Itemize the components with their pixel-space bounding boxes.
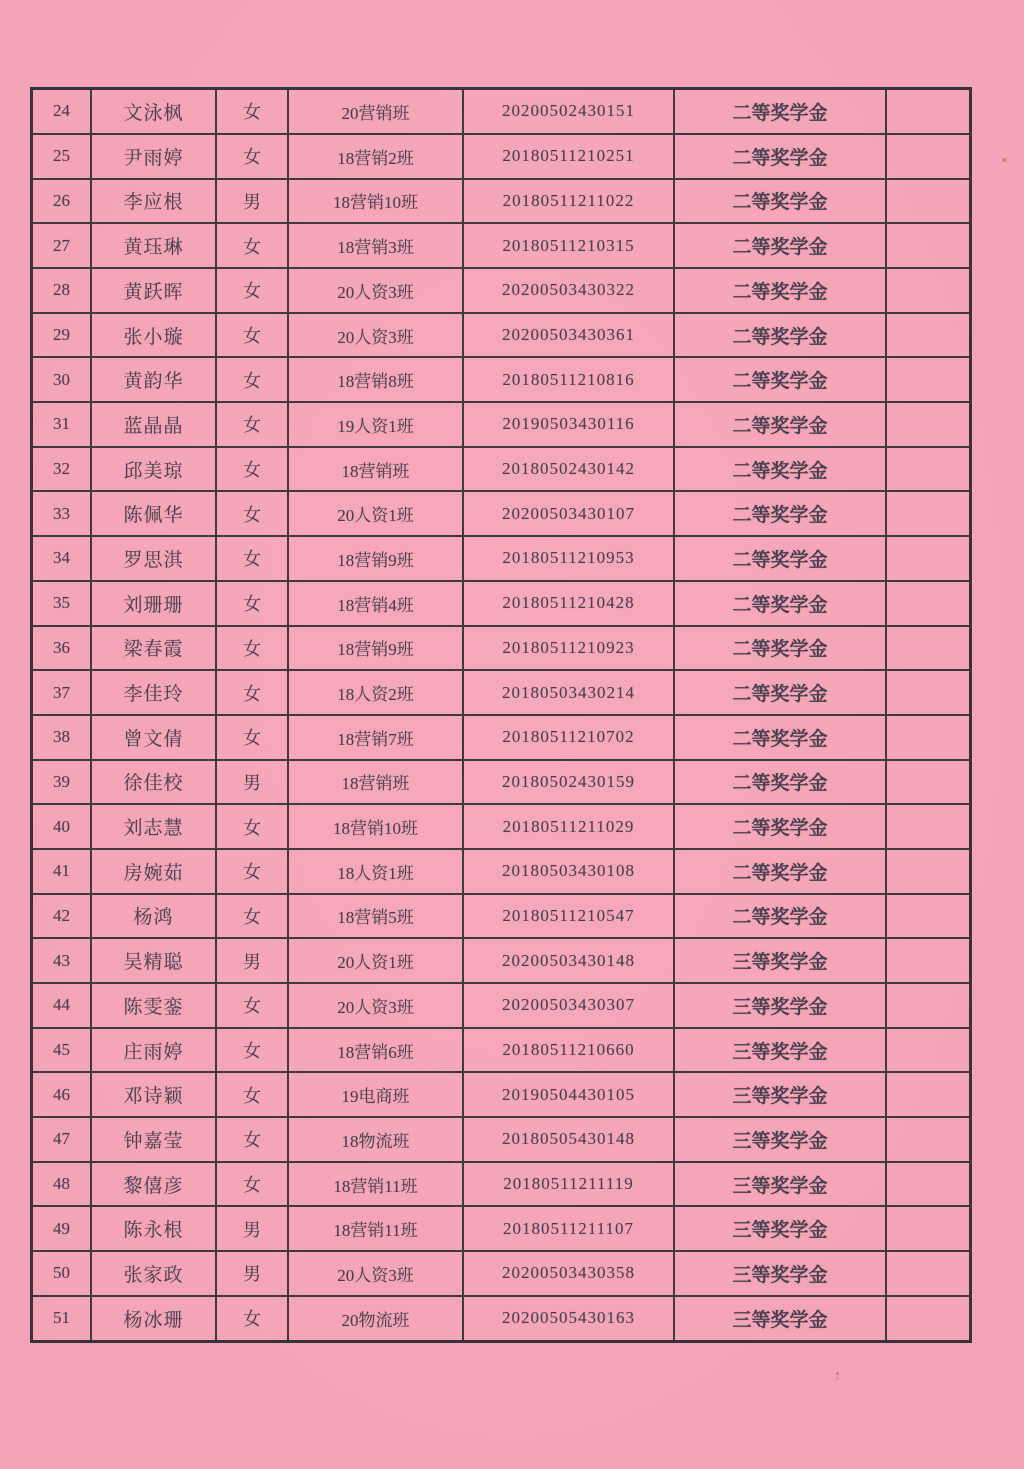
cell-award: 二等奖学金 (674, 268, 886, 313)
cell-name: 钟嘉莹 (91, 1117, 216, 1162)
cell-gender: 女 (216, 849, 288, 894)
cell-gender: 男 (216, 179, 288, 224)
cell-award: 二等奖学金 (674, 626, 886, 671)
cell-name: 张家政 (91, 1251, 216, 1296)
cell-note (886, 670, 971, 715)
cell-note (886, 938, 971, 983)
table-row (32, 849, 971, 894)
cell-name: 黄韵华 (91, 357, 216, 402)
table-row (32, 894, 971, 939)
cell-class: 18营销11班 (288, 1206, 463, 1251)
table-row (32, 715, 971, 760)
table-row (32, 1117, 971, 1162)
cell-student-id: 20200505430163 (463, 1296, 674, 1342)
table-row (32, 491, 971, 536)
cell-gender: 男 (216, 760, 288, 805)
cell-number: 29 (32, 313, 92, 358)
cell-gender: 女 (216, 447, 288, 492)
cell-class: 18营销2班 (288, 134, 463, 179)
cell-student-id: 20180511210251 (463, 134, 674, 179)
cell-gender: 女 (216, 223, 288, 268)
cell-number: 37 (32, 670, 92, 715)
table-row (32, 179, 971, 224)
cell-number: 47 (32, 1117, 92, 1162)
cell-award: 二等奖学金 (674, 581, 886, 626)
cell-award: 二等奖学金 (674, 760, 886, 805)
cell-award: 三等奖学金 (674, 1072, 886, 1117)
cell-class: 18营销班 (288, 447, 463, 492)
cell-class: 18人资2班 (288, 670, 463, 715)
cell-note (886, 134, 971, 179)
cell-student-id: 20180511210428 (463, 581, 674, 626)
cell-number: 25 (32, 134, 92, 179)
scan-speck-gray (836, 1372, 839, 1375)
cell-class: 20营销班 (288, 89, 463, 134)
cell-class: 18营销10班 (288, 179, 463, 224)
table-row (32, 1251, 971, 1296)
cell-number: 27 (32, 223, 92, 268)
cell-student-id: 20180502430159 (463, 760, 674, 805)
cell-number: 28 (32, 268, 92, 313)
cell-note (886, 1117, 971, 1162)
cell-number: 50 (32, 1251, 92, 1296)
cell-student-id: 20190503430116 (463, 402, 674, 447)
cell-note (886, 268, 971, 313)
cell-number: 44 (32, 983, 92, 1028)
cell-number: 32 (32, 447, 92, 492)
cell-student-id: 20180502430142 (463, 447, 674, 492)
cell-number: 49 (32, 1206, 92, 1251)
cell-name: 刘珊珊 (91, 581, 216, 626)
cell-number: 35 (32, 581, 92, 626)
cell-class: 20人资3班 (288, 1251, 463, 1296)
cell-name: 梁春霞 (91, 626, 216, 671)
scholarship-table (30, 87, 972, 1343)
cell-award: 二等奖学金 (674, 849, 886, 894)
cell-note (886, 223, 971, 268)
cell-gender: 女 (216, 89, 288, 134)
cell-student-id: 20200503430358 (463, 1251, 674, 1296)
cell-class: 20人资1班 (288, 938, 463, 983)
cell-number: 45 (32, 1028, 92, 1073)
cell-gender: 女 (216, 626, 288, 671)
cell-award: 二等奖学金 (674, 715, 886, 760)
cell-student-id: 20180511211022 (463, 179, 674, 224)
cell-class: 18营销班 (288, 760, 463, 805)
cell-number: 40 (32, 804, 92, 849)
cell-name: 陈佩华 (91, 491, 216, 536)
cell-name: 黄跃晖 (91, 268, 216, 313)
cell-student-id: 20200503430107 (463, 491, 674, 536)
cell-gender: 女 (216, 1162, 288, 1207)
table-row (32, 223, 971, 268)
cell-class: 20人资3班 (288, 983, 463, 1028)
cell-award: 二等奖学金 (674, 491, 886, 536)
cell-class: 18物流班 (288, 1117, 463, 1162)
cell-class: 18营销9班 (288, 536, 463, 581)
cell-note (886, 849, 971, 894)
cell-gender: 女 (216, 268, 288, 313)
cell-student-id: 20200503430307 (463, 983, 674, 1028)
table-row (32, 804, 971, 849)
cell-note (886, 1251, 971, 1296)
cell-class: 18营销6班 (288, 1028, 463, 1073)
cell-class: 19人资1班 (288, 402, 463, 447)
cell-name: 杨冰珊 (91, 1296, 216, 1342)
cell-note (886, 1162, 971, 1207)
cell-gender: 男 (216, 1206, 288, 1251)
cell-note (886, 626, 971, 671)
cell-name: 罗思淇 (91, 536, 216, 581)
cell-gender: 女 (216, 313, 288, 358)
cell-class: 18营销8班 (288, 357, 463, 402)
cell-award: 二等奖学金 (674, 357, 886, 402)
cell-award: 三等奖学金 (674, 1117, 886, 1162)
cell-student-id: 20180511210315 (463, 223, 674, 268)
cell-number: 26 (32, 179, 92, 224)
cell-gender: 女 (216, 357, 288, 402)
table-row (32, 447, 971, 492)
cell-note (886, 715, 971, 760)
cell-name: 吴精聪 (91, 938, 216, 983)
cell-class: 19电商班 (288, 1072, 463, 1117)
cell-number: 24 (32, 89, 92, 134)
cell-gender: 男 (216, 1251, 288, 1296)
table-row (32, 357, 971, 402)
cell-name: 徐佳校 (91, 760, 216, 805)
scan-speck-red (1002, 158, 1007, 162)
cell-number: 33 (32, 491, 92, 536)
cell-student-id: 20200502430151 (463, 89, 674, 134)
cell-gender: 女 (216, 1072, 288, 1117)
cell-gender: 女 (216, 894, 288, 939)
cell-award: 二等奖学金 (674, 179, 886, 224)
cell-number: 34 (32, 536, 92, 581)
cell-gender: 女 (216, 402, 288, 447)
cell-class: 18人资1班 (288, 849, 463, 894)
cell-gender: 女 (216, 581, 288, 626)
cell-award: 二等奖学金 (674, 313, 886, 358)
table-row (32, 1206, 971, 1251)
cell-award: 二等奖学金 (674, 894, 886, 939)
cell-student-id: 20180503430108 (463, 849, 674, 894)
table-row (32, 1296, 971, 1342)
cell-class: 20物流班 (288, 1296, 463, 1342)
cell-student-id: 20200503430361 (463, 313, 674, 358)
cell-class: 18营销7班 (288, 715, 463, 760)
cell-class: 18营销10班 (288, 804, 463, 849)
table-row (32, 268, 971, 313)
cell-class: 18营销3班 (288, 223, 463, 268)
cell-award: 三等奖学金 (674, 1162, 886, 1207)
table-row (32, 536, 971, 581)
cell-student-id: 20180511211119 (463, 1162, 674, 1207)
cell-name: 陈永根 (91, 1206, 216, 1251)
cell-award: 二等奖学金 (674, 804, 886, 849)
cell-note (886, 313, 971, 358)
cell-note (886, 983, 971, 1028)
cell-award: 二等奖学金 (674, 447, 886, 492)
cell-student-id: 20180511210953 (463, 536, 674, 581)
table-row (32, 983, 971, 1028)
cell-student-id: 20180503430214 (463, 670, 674, 715)
cell-number: 31 (32, 402, 92, 447)
cell-note (886, 179, 971, 224)
cell-gender: 女 (216, 983, 288, 1028)
cell-gender: 女 (216, 134, 288, 179)
cell-name: 刘志慧 (91, 804, 216, 849)
cell-student-id: 20200503430322 (463, 268, 674, 313)
cell-note (886, 491, 971, 536)
cell-note (886, 581, 971, 626)
cell-note (886, 89, 971, 134)
student-table-body (32, 89, 971, 1342)
cell-name: 庄雨婷 (91, 1028, 216, 1073)
cell-gender: 男 (216, 938, 288, 983)
cell-number: 48 (32, 1162, 92, 1207)
cell-award: 二等奖学金 (674, 536, 886, 581)
cell-name: 蓝晶晶 (91, 402, 216, 447)
cell-class: 20人资3班 (288, 313, 463, 358)
cell-name: 李佳玲 (91, 670, 216, 715)
cell-gender: 女 (216, 715, 288, 760)
table-row (32, 1072, 971, 1117)
cell-name: 李应根 (91, 179, 216, 224)
cell-number: 38 (32, 715, 92, 760)
cell-student-id: 20180511210816 (463, 357, 674, 402)
cell-note (886, 760, 971, 805)
cell-student-id: 20180511210702 (463, 715, 674, 760)
cell-name: 黄珏琳 (91, 223, 216, 268)
cell-number: 41 (32, 849, 92, 894)
cell-student-id: 20180511210923 (463, 626, 674, 671)
cell-class: 18营销5班 (288, 894, 463, 939)
cell-name: 邱美琼 (91, 447, 216, 492)
cell-class: 20人资3班 (288, 268, 463, 313)
cell-number: 30 (32, 357, 92, 402)
cell-class: 20人资1班 (288, 491, 463, 536)
cell-award: 二等奖学金 (674, 670, 886, 715)
cell-number: 46 (32, 1072, 92, 1117)
cell-note (886, 447, 971, 492)
table-row (32, 1162, 971, 1207)
table-row (32, 313, 971, 358)
cell-name: 黎僖彦 (91, 1162, 216, 1207)
cell-gender: 女 (216, 1117, 288, 1162)
cell-student-id: 20190504430105 (463, 1072, 674, 1117)
cell-gender: 女 (216, 804, 288, 849)
cell-student-id: 20180511211029 (463, 804, 674, 849)
cell-note (886, 402, 971, 447)
cell-gender: 女 (216, 670, 288, 715)
cell-student-id: 20180511210660 (463, 1028, 674, 1073)
cell-student-id: 20180511211107 (463, 1206, 674, 1251)
cell-class: 18营销11班 (288, 1162, 463, 1207)
cell-award: 三等奖学金 (674, 1251, 886, 1296)
cell-award: 三等奖学金 (674, 1028, 886, 1073)
cell-name: 尹雨婷 (91, 134, 216, 179)
cell-award: 三等奖学金 (674, 938, 886, 983)
cell-number: 36 (32, 626, 92, 671)
cell-award: 三等奖学金 (674, 983, 886, 1028)
cell-number: 43 (32, 938, 92, 983)
table-row (32, 402, 971, 447)
cell-award: 三等奖学金 (674, 1296, 886, 1342)
cell-note (886, 1028, 971, 1073)
cell-award: 三等奖学金 (674, 1206, 886, 1251)
cell-name: 文泳枫 (91, 89, 216, 134)
cell-note (886, 1072, 971, 1117)
table-row (32, 581, 971, 626)
cell-note (886, 357, 971, 402)
table-row (32, 1028, 971, 1073)
cell-award: 二等奖学金 (674, 134, 886, 179)
cell-number: 42 (32, 894, 92, 939)
cell-award: 二等奖学金 (674, 89, 886, 134)
cell-name: 陈雯銮 (91, 983, 216, 1028)
cell-gender: 女 (216, 491, 288, 536)
cell-award: 二等奖学金 (674, 402, 886, 447)
table-row (32, 938, 971, 983)
cell-name: 曾文倩 (91, 715, 216, 760)
cell-name: 邓诗颖 (91, 1072, 216, 1117)
cell-name: 张小璇 (91, 313, 216, 358)
cell-name: 房婉茹 (91, 849, 216, 894)
cell-class: 18营销9班 (288, 626, 463, 671)
table-row (32, 134, 971, 179)
cell-note (886, 804, 971, 849)
cell-gender: 女 (216, 1028, 288, 1073)
cell-gender: 女 (216, 1296, 288, 1342)
table-row (32, 89, 971, 134)
table-row (32, 760, 971, 805)
cell-note (886, 536, 971, 581)
cell-note (886, 894, 971, 939)
cell-gender: 女 (216, 536, 288, 581)
cell-number: 39 (32, 760, 92, 805)
cell-student-id: 20200503430148 (463, 938, 674, 983)
cell-student-id: 20180505430148 (463, 1117, 674, 1162)
cell-number: 51 (32, 1296, 92, 1342)
cell-student-id: 20180511210547 (463, 894, 674, 939)
cell-class: 18营销4班 (288, 581, 463, 626)
cell-award: 二等奖学金 (674, 223, 886, 268)
table-row (32, 670, 971, 715)
cell-note (886, 1206, 971, 1251)
cell-note (886, 1296, 971, 1342)
cell-name: 杨鸿 (91, 894, 216, 939)
table-row (32, 626, 971, 671)
